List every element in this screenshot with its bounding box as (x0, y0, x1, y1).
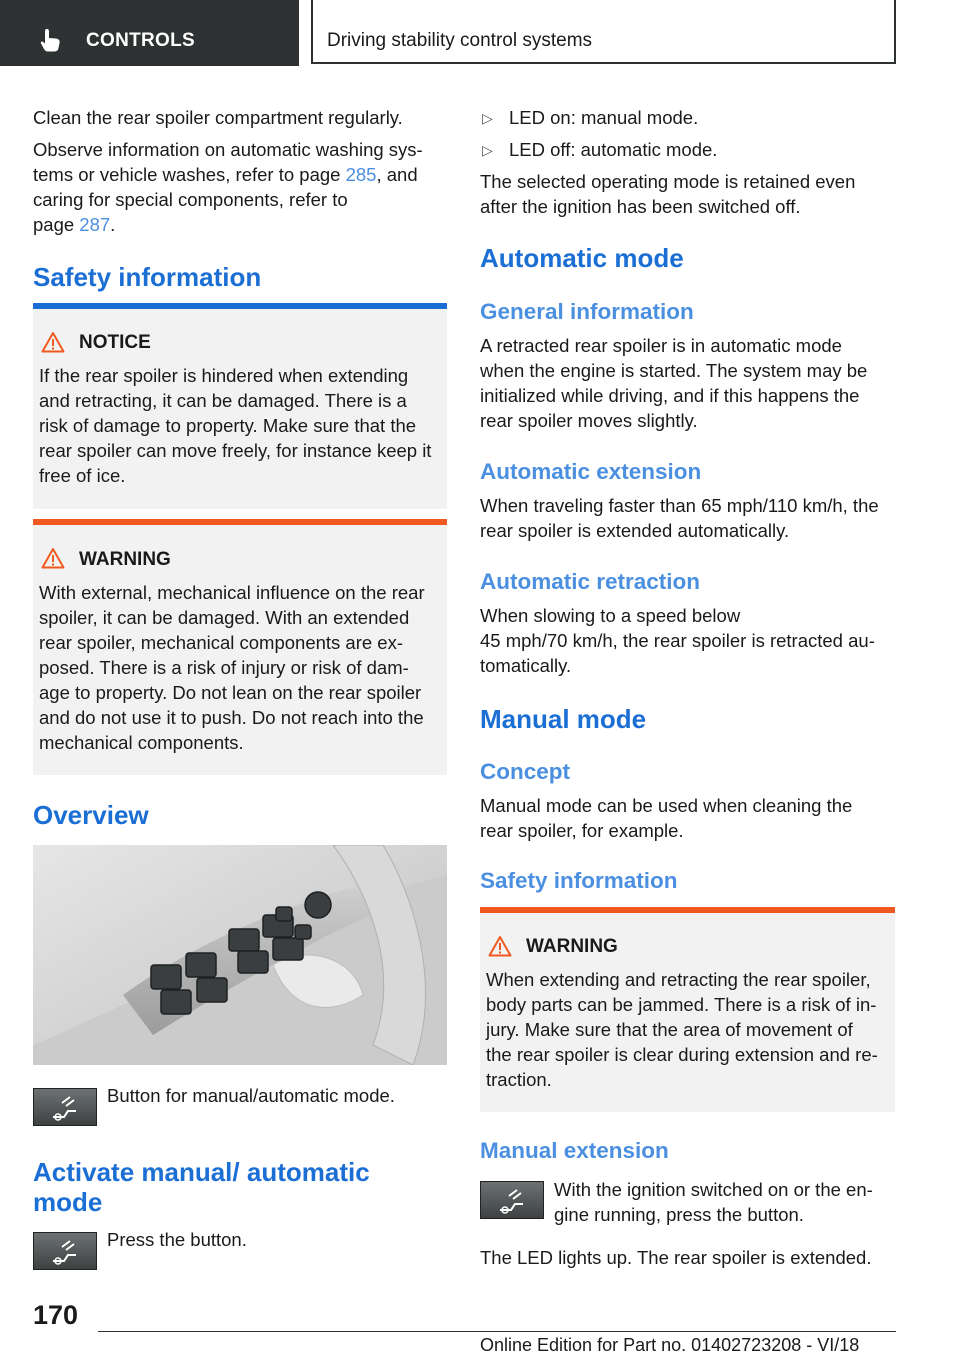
warning-title: WARNING (79, 549, 171, 570)
section-title: Driving stability control systems (327, 30, 593, 51)
intro-paragraph-1: Clean the rear spoiler compartment regularly. (33, 107, 403, 128)
automatic-extension-text: When traveling faster than 65 mph/110 km/h, the rear spoiler is extended automatically. (480, 495, 879, 541)
intro-paragraph-2: Observe information on automatic washing sys‐ tems or vehicle washes, refer to page 285, and caring for special components, refer to page 287. (33, 139, 423, 235)
warning-box (33, 525, 447, 775)
warning-2-text: When extending and retracting the rear spoiler, body parts can be jammed. There is a risk of in‐ jury. Make sure that the area of movement of the rear spoiler is clear during extension and re‐ traction. (486, 969, 878, 1090)
footer-divider (98, 1331, 896, 1332)
bullet-triangle-icon: ▷ (482, 110, 493, 126)
page-link-287[interactable]: 287 (79, 214, 111, 235)
general-information-heading: General information (480, 299, 694, 324)
retained-paragraph: The selected operating mode is retained even after the ignition has been switched off. (480, 171, 856, 217)
spoiler-button-icon (50, 1093, 80, 1123)
spoiler-button-icon (497, 1186, 527, 1216)
pointing-hand-icon (38, 27, 64, 53)
footer-edition: Online Edition for Part no. 01402723208 - VI/18 (480, 1335, 860, 1355)
activate-heading: Activate manual/ automatic mode (33, 1157, 370, 1217)
warning-triangle-icon (41, 547, 65, 569)
chapter-tab (0, 0, 299, 66)
manual-extension-heading: Manual extension (480, 1138, 669, 1163)
notice-title: NOTICE (79, 332, 151, 353)
chapter-label: CONTROLS (86, 30, 196, 51)
manual-mode-heading: Manual mode (480, 704, 647, 734)
general-information-text: A retracted rear spoiler is in automatic mode when the engine is started. The system may be initialized while driving, and if this happens the rear spoiler moves slightly. (480, 335, 868, 431)
page-link-285[interactable]: 285 (345, 164, 377, 185)
notice-text: If the rear spoiler is hindered when extending and retracting, it can be damaged. There is a risk of damage to property. Make sure that the rear spoiler can move freely, for instance keep it free of ice. (39, 365, 432, 486)
warning-box-2 (480, 913, 895, 1112)
bullet-led-on: LED on: manual mode. (509, 107, 699, 128)
led-lights-text: The LED lights up. The rear spoiler is extended. (480, 1247, 872, 1268)
button-caption: Button for manual/automatic mode. (107, 1085, 395, 1106)
spoiler-button-image (480, 1181, 544, 1219)
safety-information-heading-2: Safety information (480, 868, 678, 893)
automatic-mode-heading: Automatic mode (480, 243, 684, 273)
overview-heading: Overview (33, 800, 149, 830)
notice-box (33, 309, 447, 509)
section-header (311, 0, 896, 64)
warning-text: With external, mechanical influence on the rear spoiler, it can be damaged. With an extended rear spoiler, mechanical components are ex‐ posed. There is a risk of injury or risk of dam‐ age to property. Do not lean on the rear spoiler and do not use it to push. Do not reach into the mechanical components. (39, 582, 425, 753)
automatic-retraction-heading: Automatic retraction (480, 569, 701, 594)
spoiler-button-icon (50, 1237, 80, 1267)
bullet-led-off: LED off: automatic mode. (509, 139, 718, 160)
automatic-retraction-text: When slowing to a speed below 45 mph/70 km/h, the rear spoiler is retracted au‐ tomatically. (480, 605, 875, 676)
warning-2-title: WARNING (526, 936, 618, 957)
page-number: 170 (33, 1300, 79, 1330)
safety-information-heading: Safety information (33, 262, 262, 292)
concept-text: Manual mode can be used when cleaning the rear spoiler, for example. (480, 795, 853, 841)
concept-heading: Concept (480, 759, 570, 784)
warning-triangle-icon (488, 935, 512, 957)
manual-extension-text: With the ignition switched on or the en‐ gine running, press the button. (554, 1179, 873, 1225)
spoiler-button-image (33, 1088, 97, 1126)
bullet-triangle-icon: ▷ (482, 142, 493, 158)
warning-triangle-icon (41, 331, 65, 353)
door-panel-illustration (33, 845, 447, 1065)
press-button-text: Press the button. (107, 1229, 247, 1250)
automatic-extension-heading: Automatic extension (480, 459, 702, 484)
spoiler-button-image (33, 1232, 97, 1270)
